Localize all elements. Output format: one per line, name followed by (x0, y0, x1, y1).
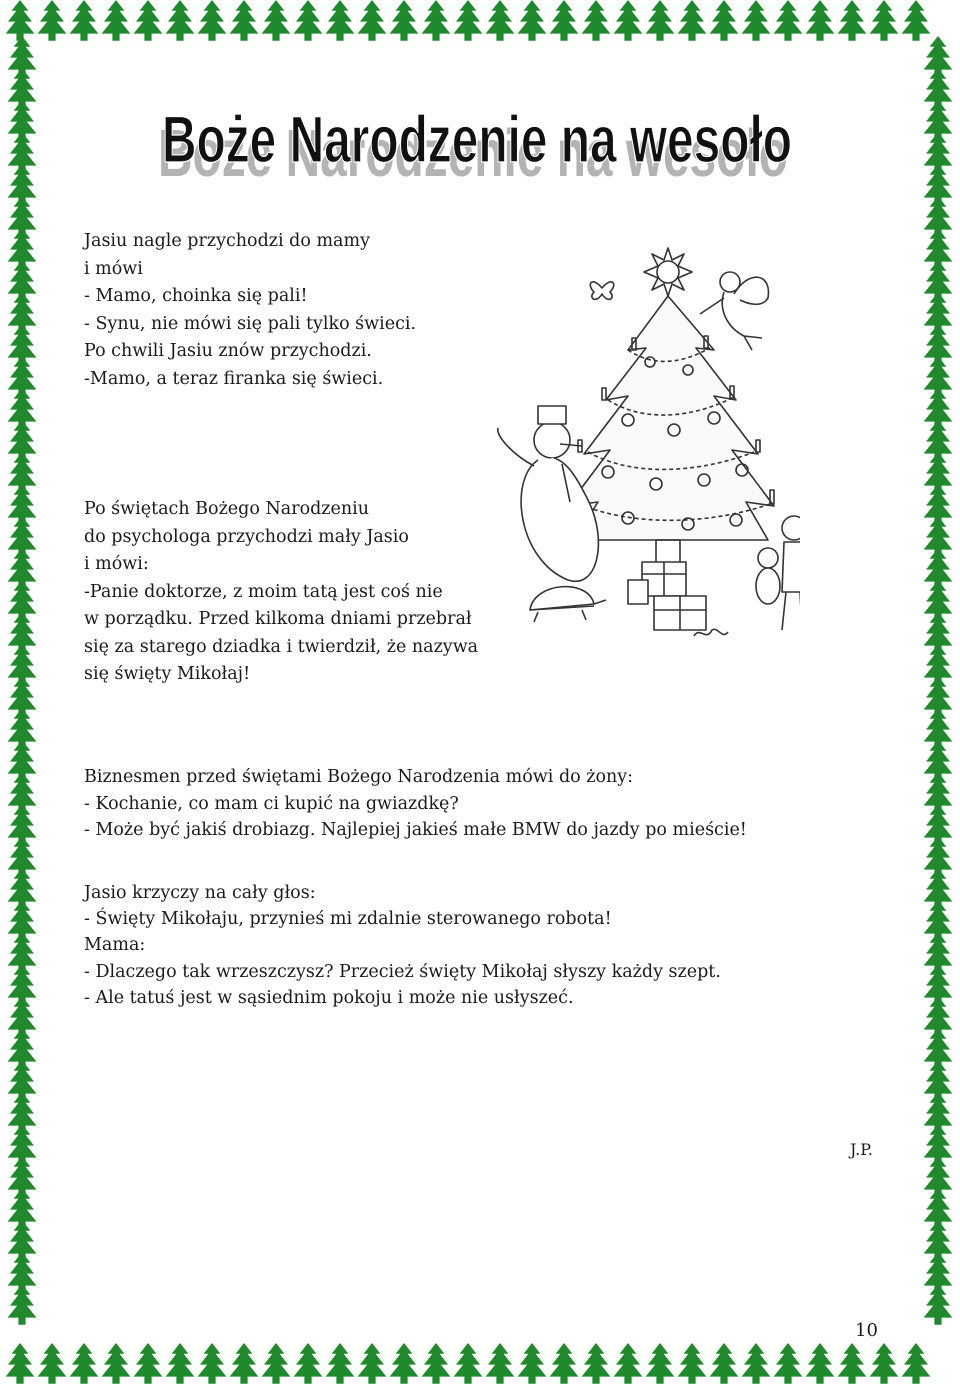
title-shadow: Boże Narodzenie na wesoło (158, 115, 788, 182)
christmas-tree-icon (518, 0, 547, 41)
joke-4-line: Jasio krzyczy na cały głos: (84, 883, 316, 903)
christmas-tree-icon (710, 0, 739, 41)
christmas-tree-icon (614, 0, 643, 41)
christmas-tree-icon (742, 1343, 771, 1384)
author-signature: J.P. (850, 1140, 873, 1159)
joke-1 (84, 228, 416, 393)
joke-1-line: i mówi (84, 258, 143, 279)
christmas-tree-icon (454, 1343, 483, 1384)
joke-3 (84, 764, 747, 844)
christmas-tree-icon (230, 0, 259, 41)
christmas-tree-icon (134, 1343, 163, 1384)
angel-figure (700, 272, 768, 350)
joke-4-line: - Święty Mikołaju, przynieś mi zdalnie sterowanego robota! (84, 909, 612, 930)
christmas-tree-icon (70, 1343, 99, 1384)
christmas-tree-icon (486, 1343, 515, 1384)
page-title (150, 92, 810, 182)
christmas-tree-icon (390, 1343, 419, 1384)
christmas-tree-icon (294, 1343, 323, 1384)
joke-3-line: - Kochanie, co mam ci kupić na gwiazdkę? (84, 793, 459, 814)
joke-1-line: -Mamo, a teraz firanka się świeci. (84, 368, 384, 389)
christmas-tree-icon (358, 1343, 387, 1384)
child-figure (782, 516, 800, 630)
joke-2-line: się święty Mikołaj! (84, 664, 251, 684)
christmas-tree-icon (646, 1343, 675, 1384)
christmas-tree-icon (806, 0, 835, 41)
joke-2-line: do psychologa przychodzi mały Jasio (84, 526, 409, 547)
christmas-tree-icon (454, 0, 483, 41)
christmas-tree-icon (230, 1343, 259, 1384)
christmas-tree-icon (486, 0, 515, 41)
joke-4-line: - Ale tatuś jest w sąsiednim pokoju i może nie usłyszeć. (84, 987, 574, 1008)
christmas-tree-icon (742, 0, 771, 41)
christmas-tree-icon (294, 0, 323, 41)
christmas-tree-icon (262, 1343, 291, 1384)
snowman-figure (498, 406, 599, 581)
christmas-tree-icon (870, 1343, 899, 1384)
christmas-tree-icon (550, 0, 579, 41)
christmas-tree-icon (870, 0, 899, 41)
christmas-tree-icon (6, 0, 953, 1384)
christmas-tree-icon (358, 0, 387, 41)
joke-3-line: - Może być jakiś drobiazg. Najlepiej jakieś małe BMW do jazdy po mieście! (84, 820, 747, 840)
christmas-tree-icon (422, 0, 451, 41)
joke-4-line: - Dlaczego tak wrzeszczysz? Przecież święty Mikołaj słyszy każdy szept. (84, 961, 721, 982)
joke-1-line: Po chwili Jasiu znów przychodzi. (84, 341, 372, 361)
joke-1-line: - Synu, nie mówi się pali tylko świeci. (84, 313, 417, 334)
joke-4-line: Mama: (84, 935, 146, 956)
joke-2-line: się za starego dziadka i twierdził, że nazywa (84, 636, 479, 657)
christmas-tree-icon (166, 0, 195, 41)
christmas-tree-icon (582, 1343, 611, 1384)
joke-2-line: Po świętach Bożego Narodzeniu (84, 499, 370, 519)
christmas-tree-icon (70, 0, 99, 41)
joke-2-line: i mówi: (84, 554, 149, 574)
joke-2 (84, 496, 478, 689)
christmas-tree-icon (198, 0, 227, 41)
christmas-tree-icon (8, 1284, 37, 1325)
christmas-tree-icon (390, 0, 419, 41)
christmas-tree-icon (134, 0, 163, 41)
christmas-tree-icon (326, 0, 355, 41)
page-number: 10 (855, 1320, 878, 1341)
joke-4 (84, 880, 721, 1011)
christmas-tree-drawing (478, 240, 800, 680)
christmas-tree-icon (646, 0, 675, 41)
joke-3-line: Biznesmen przed świętami Bożego Narodzenia mówi do żony: (84, 767, 634, 787)
christmas-tree-icon (102, 1343, 131, 1384)
joke-2-line: w porządku. Przed kilkoma dniami przebrał (84, 609, 472, 629)
christmas-tree-icon (518, 1343, 547, 1384)
tree-outline (568, 296, 774, 540)
christmas-tree-icon (262, 0, 291, 41)
joke-1-line: Jasiu nagle przychodzi do mamy (84, 231, 370, 251)
christmas-tree-icon (924, 1284, 953, 1325)
presents (628, 562, 706, 630)
christmas-tree-icon (902, 0, 931, 41)
teddy-bear-figure (756, 548, 780, 604)
christmas-tree-icon (614, 1343, 643, 1384)
christmas-tree-icon (198, 1343, 227, 1384)
star-icon (644, 248, 692, 296)
christmas-tree-icon (102, 0, 131, 41)
christmas-tree-icon (710, 1343, 739, 1384)
title-text: Boże Narodzenie na wesoło (162, 102, 792, 176)
christmas-tree-icon (166, 1343, 195, 1384)
christmas-tree-icon (806, 1343, 835, 1384)
butterfly-icon (590, 282, 613, 299)
christmas-tree-icon (38, 1343, 67, 1384)
christmas-tree-icon (582, 0, 611, 41)
christmas-tree-icon (774, 1343, 803, 1384)
christmas-tree-icon (678, 0, 707, 41)
christmas-tree-icon (6, 0, 35, 41)
joke-2-line: -Panie doktorze, z moim tatą jest coś nie (84, 581, 443, 602)
christmas-tree-icon (38, 0, 67, 41)
christmas-tree-icon (838, 1343, 867, 1384)
christmas-tree-icon (550, 1343, 579, 1384)
christmas-tree-icon (838, 0, 867, 41)
christmas-tree-icon (902, 1343, 931, 1384)
christmas-tree-icon (326, 1343, 355, 1384)
joke-1-line: - Mamo, choinka się pali! (84, 286, 308, 306)
christmas-tree-icon (422, 1343, 451, 1384)
turtle-figure (530, 587, 606, 622)
christmas-tree-icon (6, 1343, 35, 1384)
christmas-tree-icon (774, 0, 803, 41)
christmas-tree-icon (678, 1343, 707, 1384)
